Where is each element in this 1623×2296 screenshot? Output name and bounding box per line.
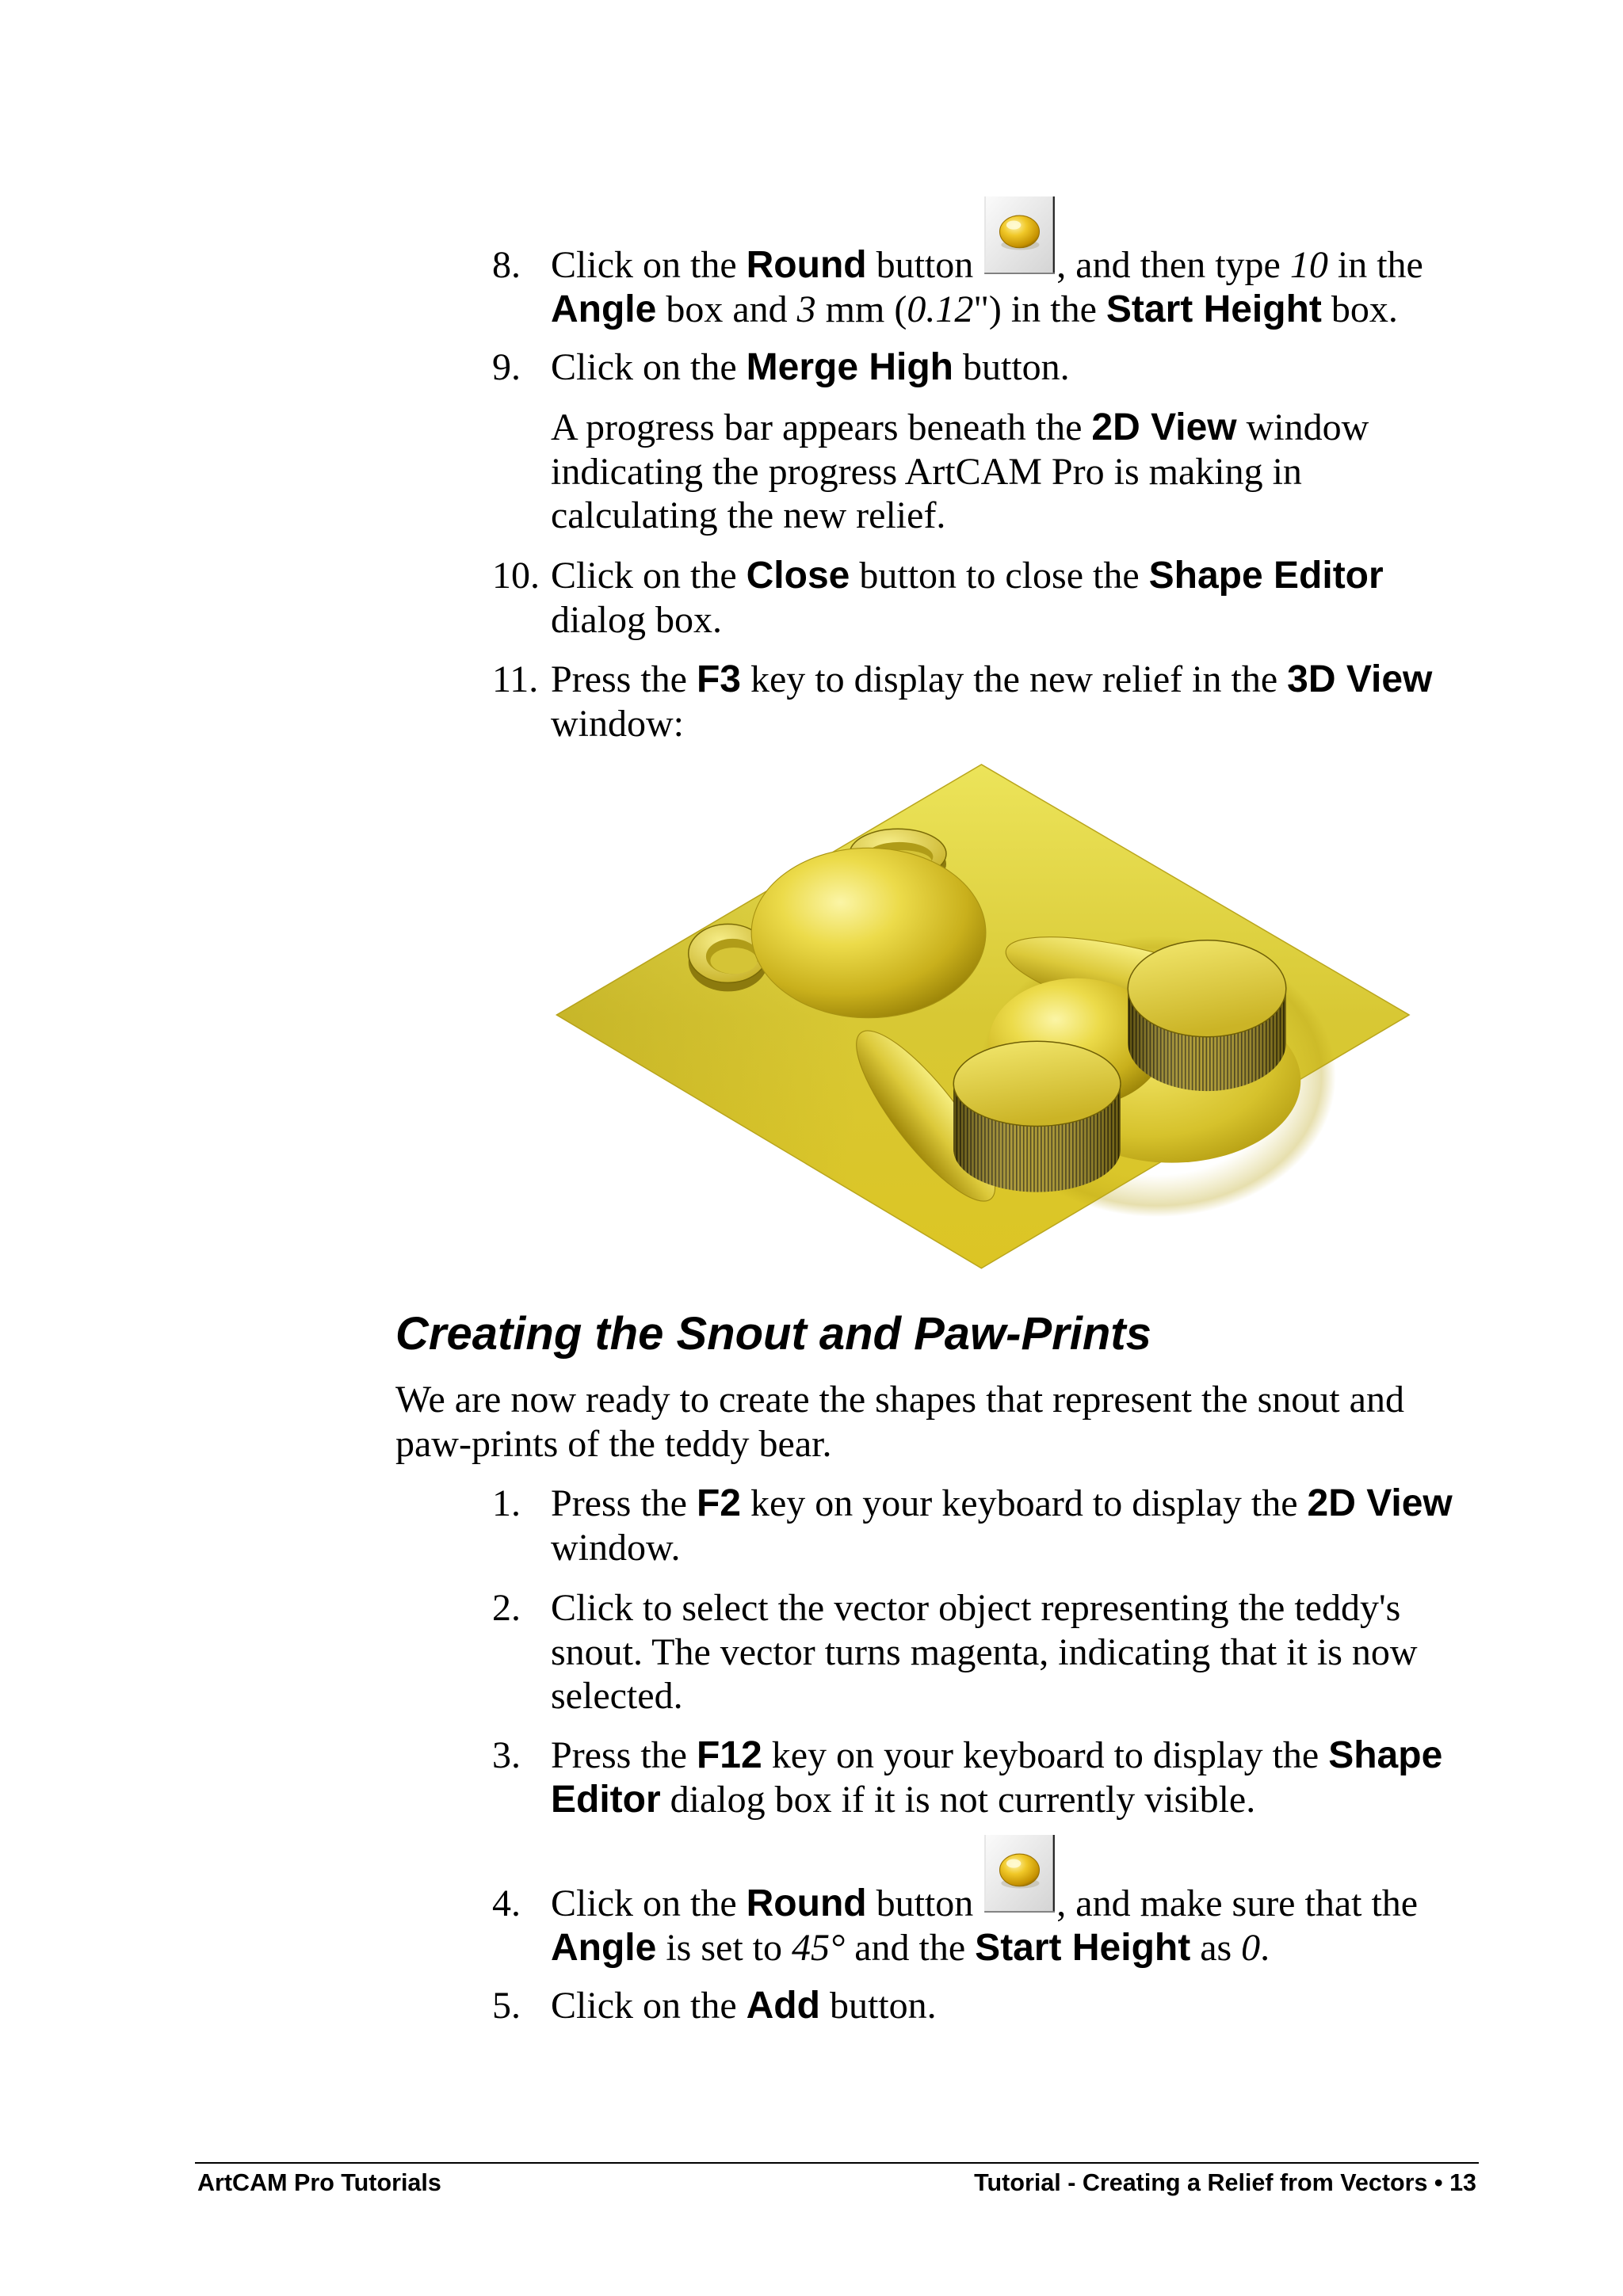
- text-run: Click on the: [551, 555, 747, 597]
- foot-left-top: [953, 1041, 1121, 1126]
- text-run: dialog box.: [551, 598, 722, 641]
- text-run: , and then type: [1056, 244, 1290, 286]
- text-line: [551, 658, 1432, 702]
- step-number: 11.: [492, 658, 539, 700]
- step-number: 1.: [492, 1482, 521, 1524]
- step-text: [551, 554, 1384, 642]
- ui-term: Start Height: [1106, 288, 1322, 330]
- ui-term: Add: [746, 1985, 820, 2027]
- ui-term: 3D View: [1287, 658, 1433, 700]
- value-text: 45°: [792, 1926, 846, 1969]
- foot-right-top: [1128, 940, 1286, 1037]
- ear-left-floor: [710, 948, 757, 974]
- icon-dome-highlight: [1006, 221, 1021, 230]
- text-line: [551, 598, 1384, 643]
- text-line: [551, 1526, 1453, 1570]
- step-text: [551, 1586, 1418, 1718]
- section-intro: [395, 1378, 1404, 1466]
- round-button-icon: [984, 1835, 1055, 1913]
- footer-chapter-page: Tutorial - Creating a Relief from Vectors • 13: [974, 2169, 1476, 2196]
- page-footer: [197, 2168, 1476, 2197]
- step-number: 3.: [492, 1734, 521, 1776]
- step-text: [551, 243, 1423, 331]
- text-run: Click on the: [551, 1985, 747, 2027]
- text-line: [551, 494, 1369, 538]
- text-line: [551, 1778, 1442, 1822]
- step-9-note: [551, 406, 1369, 538]
- text-line: [551, 1926, 1418, 1970]
- ui-term: Round: [746, 1882, 867, 1924]
- text-run: Press the: [551, 658, 697, 700]
- bear-foot-right: [1128, 940, 1286, 1091]
- text-line: [551, 243, 1423, 288]
- step-number: 2.: [492, 1587, 521, 1629]
- text-run: snout. The vector turns magenta, indicating that it is now: [551, 1630, 1418, 1673]
- text-line: [551, 1882, 1418, 1926]
- step-text: [551, 1733, 1442, 1821]
- step-number: 8.: [492, 244, 521, 286]
- text-run: Press the: [551, 1482, 697, 1524]
- step-number: 9.: [492, 346, 521, 388]
- text-run: , and make sure that the: [1056, 1882, 1419, 1924]
- text-run: .: [1260, 1926, 1270, 1969]
- text-run: We are now ready to create the shapes that represent the snout and: [395, 1379, 1404, 1421]
- bear-head: [751, 848, 986, 1017]
- text-line: [551, 450, 1369, 494]
- footer-book-title: ArtCAM Pro Tutorials: [197, 2169, 441, 2196]
- text-run: box.: [1321, 288, 1398, 330]
- ui-term: F12: [696, 1734, 762, 1776]
- round-button-icon: [984, 196, 1055, 274]
- text-run: paw-prints of the teddy bear.: [395, 1422, 832, 1465]
- text-line: [551, 345, 1070, 390]
- ui-term: Start Height: [975, 1926, 1191, 1969]
- text-line: [551, 554, 1384, 598]
- step-number: 10.: [492, 555, 540, 597]
- text-line: [395, 1378, 1404, 1422]
- relief-3d-view-image: [549, 754, 1421, 1276]
- text-run: in the: [1327, 244, 1423, 286]
- icon-dome-highlight: [1006, 1859, 1021, 1868]
- text-line: [551, 288, 1423, 332]
- ui-term: 2D View: [1091, 406, 1237, 448]
- text-run: calculating the new relief.: [551, 494, 946, 536]
- text-line: [551, 1733, 1442, 1778]
- step-number: 5.: [492, 1985, 521, 2027]
- text-line: [551, 702, 1432, 746]
- text-run: Click to select the vector object representing the teddy's: [551, 1587, 1401, 1629]
- step-number: 4.: [492, 1882, 521, 1924]
- ui-term: Merge High: [746, 346, 953, 388]
- ui-term: Angle: [551, 1926, 657, 1969]
- relief-3d-render: [549, 754, 1421, 1276]
- icon-gold-dome: [1000, 215, 1040, 248]
- text-run: window: [1236, 406, 1369, 448]
- text-line: [551, 1586, 1418, 1630]
- ui-term: 2D View: [1307, 1482, 1453, 1524]
- text-run: button.: [953, 346, 1070, 388]
- text-run: dialog box if it is not currently visible.: [660, 1778, 1256, 1821]
- text-line: [395, 1422, 1404, 1466]
- text-run: button to close the: [850, 555, 1149, 597]
- value-text: 0: [1241, 1926, 1261, 1969]
- ui-term: Shape Editor: [1148, 555, 1384, 597]
- section-heading: Creating the Snout and Paw-Prints: [395, 1308, 1151, 1360]
- text-run: indicating the progress ArtCAM Pro is making in: [551, 450, 1302, 493]
- text-line: [551, 1674, 1418, 1718]
- text-run: key on your keyboard to display the: [741, 1482, 1308, 1524]
- text-run: A progress bar appears beneath the: [551, 406, 1092, 448]
- step-text: [551, 345, 1070, 390]
- text-run: ") in the: [973, 288, 1106, 330]
- step-text: [551, 1882, 1418, 1970]
- text-run: selected.: [551, 1675, 683, 1717]
- ui-term: F3: [696, 658, 741, 700]
- step-text: [551, 1482, 1453, 1569]
- text-run: button: [866, 1882, 983, 1924]
- inline-icon-slot: [983, 246, 1056, 277]
- text-run: Click on the: [551, 346, 747, 388]
- ui-term: Editor: [551, 1778, 661, 1821]
- text-line: [551, 1630, 1418, 1675]
- bear-foot-left: [953, 1041, 1121, 1192]
- ui-term: Round: [746, 244, 867, 286]
- text-run: is set to: [656, 1926, 792, 1969]
- footer-divider: [195, 2162, 1479, 2164]
- text-run: window.: [551, 1526, 681, 1569]
- text-run: mm (: [815, 288, 907, 330]
- inline-icon-slot: [983, 1884, 1056, 1916]
- text-run: as: [1190, 1926, 1242, 1969]
- icon-gold-dome: [1000, 1854, 1040, 1886]
- text-line: [551, 1984, 937, 2028]
- ui-term: Shape: [1328, 1734, 1443, 1776]
- text-run: Press the: [551, 1734, 697, 1776]
- text-run: and the: [845, 1926, 976, 1969]
- value-text: 10: [1289, 244, 1328, 286]
- text-run: Click on the: [551, 244, 747, 286]
- text-line: [551, 406, 1369, 450]
- ui-term: Close: [746, 555, 850, 597]
- ui-term: Angle: [551, 288, 657, 330]
- step-text: [551, 658, 1432, 746]
- text-run: key on your keyboard to display the: [762, 1734, 1329, 1776]
- value-text: 3: [796, 288, 816, 330]
- text-run: box and: [656, 288, 797, 330]
- text-run: window:: [551, 702, 684, 745]
- text-run: button.: [819, 1985, 937, 2027]
- text-line: [551, 1482, 1453, 1526]
- text-run: key to display the new relief in the: [741, 658, 1288, 700]
- value-text: 0.12: [907, 288, 974, 330]
- ui-term: F2: [696, 1482, 741, 1524]
- step-text: [551, 1984, 937, 2028]
- text-run: button: [866, 244, 983, 286]
- text-run: Click on the: [551, 1882, 747, 1924]
